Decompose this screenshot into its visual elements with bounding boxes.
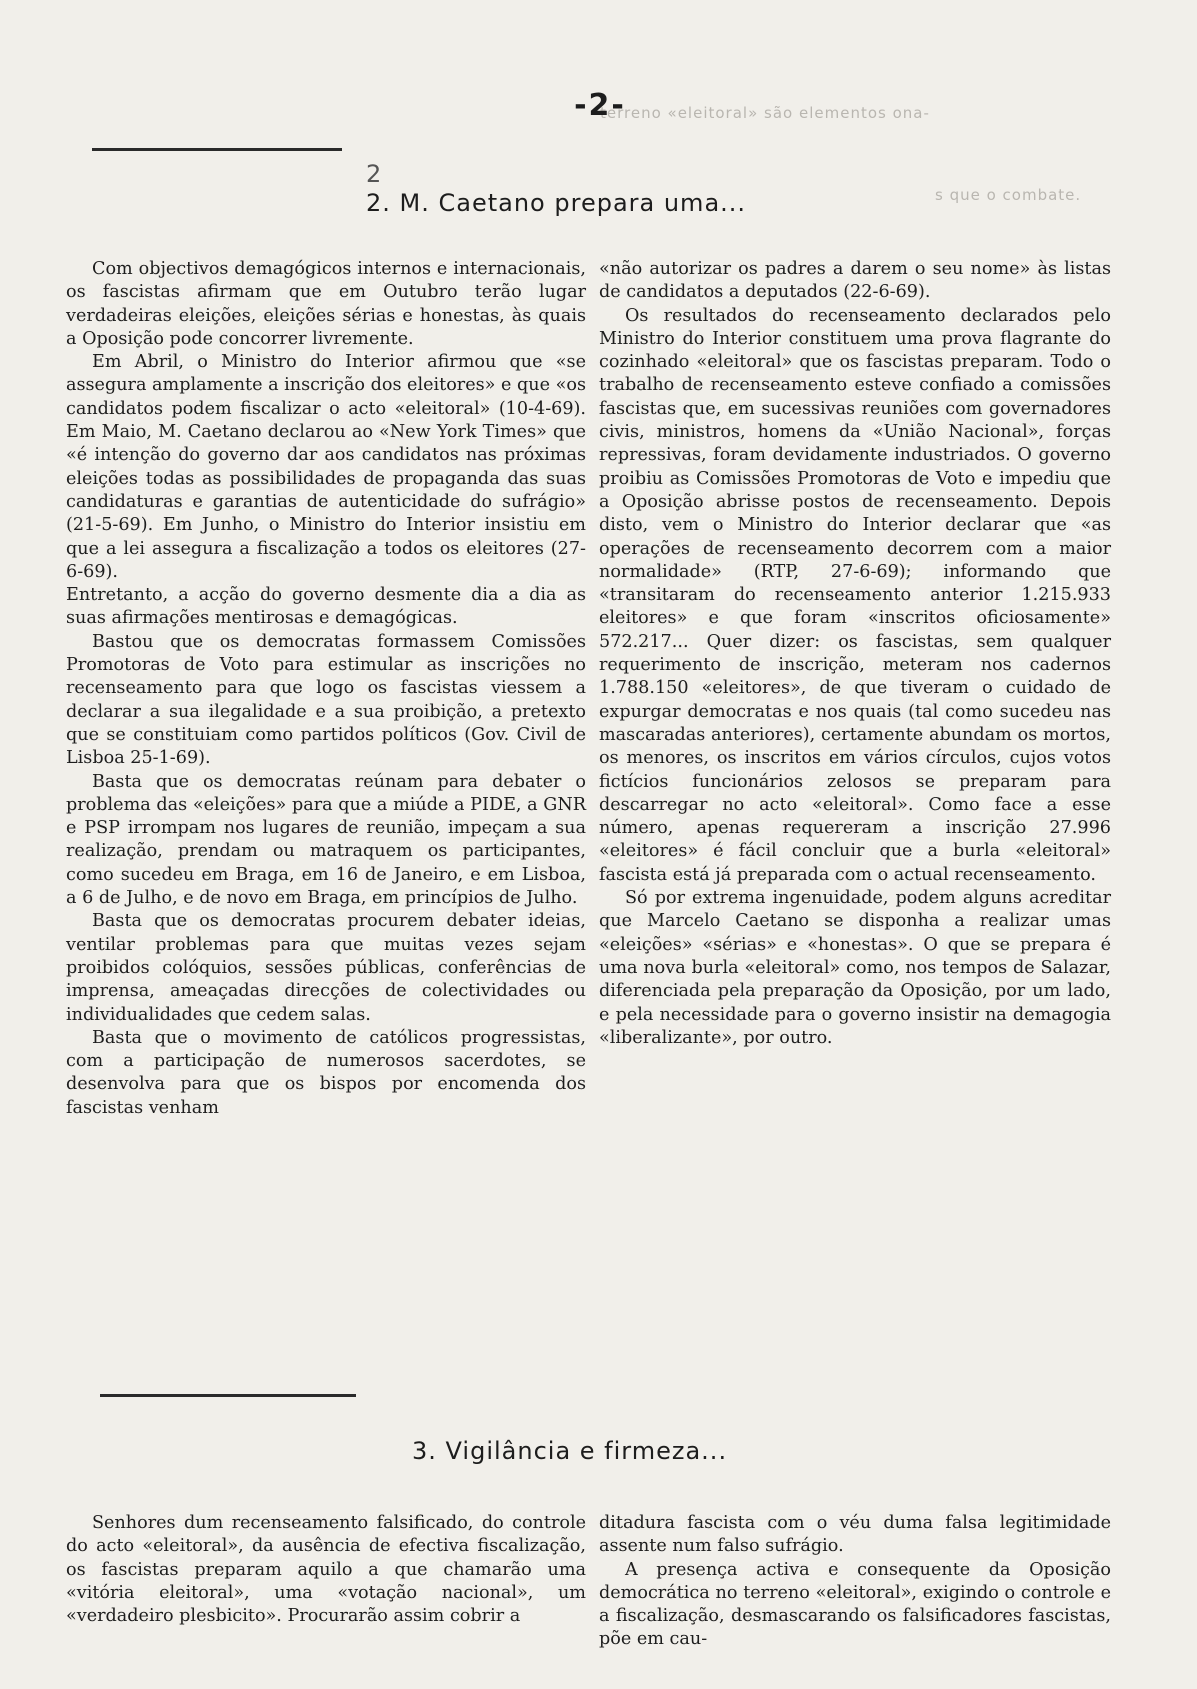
bleed-through-text-top: terreno «eleitoral» são elementos ona- (600, 104, 930, 122)
section-3-column-left (66, 1512, 586, 1628)
section-2-column-left (66, 258, 586, 1120)
paragraph: Em Abril, o Ministro do Interior afirmou que «se assegura amplamente a inscrição dos eleitores» e que «os candidatos podem fiscalizar o acto «eleitoral» (10-4-69). Em Maio, M. Caetano declarou ao «New York Times» que «é intenção do governo dar aos candidatos nas próximas eleições todas as possibilidades de propaganda das suas candidaturas e garantias de autenticidade do sufrágio» (21-5-69). Em Junho, o Ministro do Interior insistiu em que a lei assegura a fiscalização a todos os eleitores (27-6-69). (66, 352, 586, 582)
page-number: -2- (574, 88, 626, 123)
paragraph: ditadura fascista com o véu duma falsa legitimidade assente num falso sufrágio. (599, 1513, 1111, 1557)
section-3-column-right (599, 1512, 1111, 1652)
paragraph: Basta que os democratas reúnam para debater o problema das «eleições» para que a miúde a PIDE, a GNR e PSP irrompam nos lugares de reunião, impeçam a sua realização, prendam ou matraquem os participantes, como sucedeu em Braga, em 16 de Janeiro, e em Lisboa, a 6 de Julho, e de novo em Braga, em princípios de Julho. (66, 771, 586, 909)
section-2-heading: 2. M. Caetano prepara uma... (366, 189, 747, 217)
section-divider-rule (100, 1394, 356, 1397)
paragraph: Só por extrema ingenuidade, podem alguns acreditar que Marcelo Caetano se disponha a realizar umas «eleições» «sérias» e «honestas». O que se prepara é uma nova burla «eleitoral» como, nos tempos de Salazar, diferenciada pela preparação da Oposição, por um lado, e pela necessidade para o governo insistir na demagogia «liberalizante», por outro. (599, 888, 1111, 1048)
paragraph: Com objectivos demagógicos internos e internacionais, os fascistas afirmam que em Outubro terão lugar verdadeiras eleições, eleições sérias e honestas, às quais a Oposição pode concorrer livremente. (66, 259, 586, 349)
paragraph: Basta que os democratas procurem debater ideias, ventilar problemas para que muitas vezes sejam proibidos colóquios, sessões públicas, conferências de imprensa, ameaçadas direcções de colectividades ou individualidades que cedem salas. (66, 911, 586, 1025)
paragraph: A presença activa e consequente da Oposição democrática no terreno «eleitoral», exigindo o controle e a fiscalização, desmascarando os falsificadores fascistas, põe em cau- (599, 1559, 1111, 1650)
section-2-column-right (599, 258, 1111, 1050)
header-rule (92, 148, 342, 151)
paragraph: Basta que o movimento de católicos progressistas, com a participação de numerosos sacerdotes, se desenvolva para que os bispos por encomenda dos fascistas venham (66, 1027, 586, 1118)
section-2-ghost-number: 2 (366, 160, 382, 188)
paragraph: Os resultados do recenseamento declarados pelo Ministro do Interior constituem uma prova flagrante do cozinhado «eleitoral» que os fascistas preparam. Todo o trabalho de recenseamento esteve confiado a comissões fascistas que, em sucessivas reuniões com governadores civis, ministros, homens da «União Nacional», forças repressivas, foram devidamente industriados. O governo proibiu as Comissões Promotoras de Voto e impediu que a Oposição abrisse postos de recenseamento. Depois disto, vem o Ministro do Interior declarar que «as operações de recenseamento decorrem com a maior normalidade» (RTP, 27-6-69); informando que «transitaram do recenseamento anterior 1.215.933 eleitores» e que foram «inscritos oficiosamente» 572.217... Quer dizer: os fascistas, sem qualquer requerimento de inscrição, meteram nos cadernos 1.788.150 «eleitores», de que tiveram o cuidado de expurgar democratas e nos quais (tal como sucedeu nas mascaradas anteriores), certamente abundam os mortos, os menores, os inscritos em vários círculos, cujos votos fictícios funcionários zelosos se preparam para descarregar no acto «eleitoral». Como face a esse número, apenas requereram a inscrição 27.996 «eleitores» é fácil concluir que a burla «eleitoral» fascista está já preparada com o actual recenseamento. (599, 305, 1111, 885)
paragraph: Entretanto, a acção do governo desmente dia a dia as suas afirmações mentirosas e demagógicas. (66, 585, 586, 629)
paragraph: Bastou que os democratas formassem Comissões Promotoras de Voto para estimular as inscrições no recenseamento para que logo os fascistas viessem a declarar a sua ilegalidade e a sua proibição, a pretexto que se constituiam como partidos políticos (Gov. Civil de Lisboa 25-1-69). (66, 631, 586, 769)
bleed-through-text-right: s que o combate. (935, 186, 1082, 204)
paragraph: Senhores dum recenseamento falsificado, do controle do acto «eleitoral», da ausência de efectiva fiscalização, os fascistas preparam aquilo a que chamarão uma «vitória eleitoral», uma «votação nacional», um «verdadeiro plesbicito». Procurarão assim cobrir a (66, 1513, 586, 1627)
section-3-heading: 3. Vigilância e firmeza... (412, 1437, 728, 1465)
paragraph: «não autorizar os padres a darem o seu nome» às listas de candidatos a deputados (22-6-69). (599, 259, 1111, 303)
